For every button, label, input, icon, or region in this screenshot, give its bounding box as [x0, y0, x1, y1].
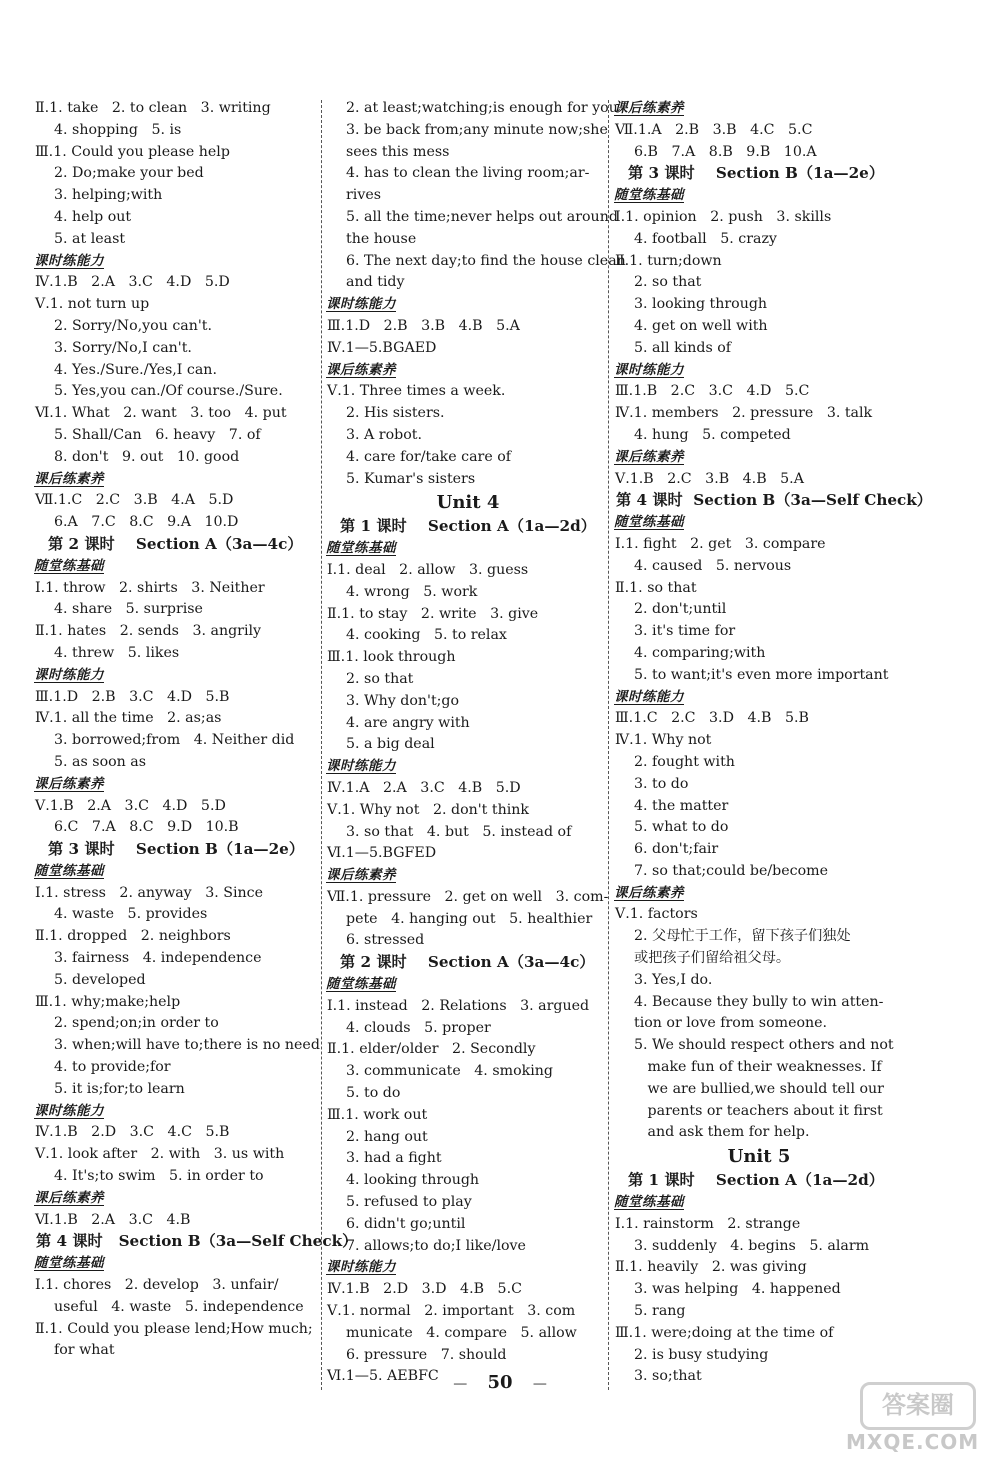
answer-line: Ⅱ.1. so that	[615, 579, 697, 596]
lesson-heading: 第 1 课时 Section A（1a—2d）	[340, 517, 596, 536]
section-heading-row	[326, 756, 610, 778]
answer-line: 6. pressure 7. should	[346, 1346, 507, 1363]
answer-column-1	[34, 98, 358, 1362]
watermark-logo	[840, 1384, 990, 1454]
answer-line: 2. is busy studying	[634, 1346, 769, 1363]
answer-line: 3. had a fight	[346, 1150, 442, 1167]
answer-line: 3. when;will have to;there is no need	[54, 1037, 320, 1054]
answer-line: 3. suddenly 4. begins 5. alarm	[634, 1237, 870, 1254]
section-heading: 随堂练基础	[326, 540, 396, 557]
answer-line: 3. Why don't;go	[346, 692, 460, 709]
section-heading-row	[326, 1257, 610, 1279]
answer-line: 4. shopping 5. is	[54, 121, 182, 138]
answer-line: rives	[346, 187, 382, 204]
answer-line: 5. rang	[634, 1303, 686, 1320]
section-heading-row	[614, 360, 904, 382]
lesson-heading: 第 1 课时 Section A（1a—2d）	[628, 1171, 884, 1190]
section-heading: 课后练素养	[326, 361, 396, 378]
answer-line: Ⅴ.1. Why not 2. don't think	[327, 801, 529, 818]
section-heading: 课后练素养	[34, 470, 104, 487]
section-heading: 课时练能力	[34, 1102, 104, 1119]
section-heading-row	[326, 865, 610, 887]
answer-line: 5. to want;it's even more important	[634, 666, 889, 683]
section-heading: 课时练能力	[614, 688, 684, 705]
answer-line: 4. clouds 5. proper	[346, 1019, 491, 1036]
section-heading-row	[326, 974, 610, 996]
answer-line: Ⅳ.1.A 2.A 3.C 4.B 5.D	[327, 779, 521, 796]
answer-line: 4. wrong 5. work	[346, 583, 478, 600]
answer-line: 3. be back from;any minute now;she	[346, 121, 608, 138]
answer-line: Ⅱ.1. hates 2. sends 3. angrily	[35, 623, 262, 640]
section-heading-row	[326, 294, 610, 316]
answer-line: 6.B 7.A 8.B 9.B 10.A	[634, 143, 817, 160]
section-heading: 课时练能力	[326, 296, 396, 313]
answer-line: 3. borrowed;from 4. Neither did	[54, 732, 295, 749]
answer-line: 3. A robot.	[346, 426, 422, 443]
answer-line: sees this mess	[346, 143, 450, 160]
answer-line: Ⅱ.1. heavily 2. was giving	[615, 1259, 807, 1276]
answer-line: Ⅴ.1. look after 2. with 3. us with	[35, 1146, 285, 1163]
answer-line: 6.A 7.C 8.C 9.A 10.D	[54, 514, 239, 531]
watermark-seal: 答案圈	[860, 1382, 976, 1430]
answer-line: 4. get on well with	[634, 317, 768, 334]
answer-line: 5. developed	[54, 971, 146, 988]
answer-line: 6. The next day;to find the house clean	[346, 252, 626, 269]
answer-line: 5. at least	[54, 230, 126, 247]
answer-line: Ⅳ.1. members 2. pressure 3. talk	[615, 405, 873, 422]
answer-line: 4. hung 5. competed	[634, 426, 791, 443]
section-heading: 课后练素养	[326, 867, 396, 884]
answer-line: 2. so that	[634, 274, 702, 291]
answer-line: the house	[346, 230, 417, 247]
section-heading-row	[34, 665, 316, 687]
answer-line: 5. it is;for;to learn	[54, 1080, 185, 1097]
section-heading-row	[34, 556, 316, 578]
section-heading: 课后练素养	[614, 100, 684, 116]
answer-line: Ⅰ.1. stress 2. anyway 3. Since	[35, 884, 263, 901]
answer-line: 3. Sorry/No,I can't.	[54, 339, 192, 356]
answer-line: 2. so that	[346, 670, 414, 687]
section-heading: 课时练能力	[326, 758, 396, 775]
answer-line: 2. Sorry/No,you can't.	[54, 317, 212, 334]
answer-line: 3. was helping 4. happened	[634, 1281, 841, 1298]
section-heading: 随堂练基础	[614, 187, 684, 204]
section-heading-row	[614, 512, 904, 534]
answer-line: 3. helping;with	[54, 187, 163, 204]
answer-line: 5. Yes,you can./Of course./Sure.	[54, 383, 283, 400]
answer-line: 或把孩子们留给祖父母。	[634, 950, 791, 967]
answer-line: 4. Because they bully to win atten-	[634, 993, 884, 1010]
answer-line: Ⅲ.1. look through	[327, 649, 456, 666]
answer-line: 4. looking through	[346, 1172, 480, 1189]
answer-line: Ⅵ.1.B 2.A 3.C 4.B	[35, 1211, 191, 1228]
answer-line: 4. waste 5. provides	[54, 906, 208, 923]
section-heading-row	[614, 1192, 904, 1214]
answer-line: Ⅴ.1. not turn up	[35, 296, 150, 313]
answer-line: 6. stressed	[346, 932, 425, 949]
answer-line: 5. all the time;never helps out around	[346, 208, 618, 225]
answer-line: Ⅴ.1.B 2.A 3.C 4.D 5.D	[35, 797, 226, 814]
lesson-heading: 第 2 课时 Section A（3a—4c）	[48, 534, 303, 553]
answer-line: Ⅵ.1—5. AEBFC	[327, 1368, 439, 1385]
answer-line: 4. caused 5. nervous	[634, 557, 792, 574]
answer-line: 7. allows;to do;I like/love	[346, 1237, 526, 1254]
watermark-url: MXQE.COM	[846, 1430, 980, 1454]
answer-line: Ⅵ.1. What 2. want 3. too 4. put	[35, 405, 287, 422]
answer-line: Ⅲ.1. why;make;help	[35, 993, 181, 1010]
section-heading-row	[326, 538, 610, 560]
answer-line: Ⅳ.1.B 2.D 3.D 4.B 5.C	[327, 1281, 522, 1298]
footer-dash-left: —	[453, 1376, 468, 1392]
lesson-heading: 第 2 课时 Section A（3a—4c）	[340, 953, 595, 972]
answer-line: Ⅱ.1. elder/older 2. Secondly	[327, 1041, 536, 1058]
answer-line: Ⅳ.1. all the time 2. as;as	[35, 710, 222, 727]
section-heading-row	[34, 1188, 316, 1210]
answer-line: Ⅱ.1. take 2. to clean 3. writing	[35, 100, 271, 116]
answer-line: Ⅱ.1. turn;down	[615, 252, 722, 269]
section-heading: 课时练能力	[614, 361, 684, 378]
answer-line: 5. all kinds of	[634, 339, 732, 356]
answer-line: Ⅲ.1.D 2.B 3.C 4.D 5.B	[35, 688, 230, 705]
answer-line: make fun of their weaknesses. If	[634, 1059, 882, 1076]
answer-line: 5. a big deal	[346, 736, 435, 753]
answer-line: Ⅶ.1.C 2.C 3.B 4.A 5.D	[35, 492, 234, 509]
section-heading-row	[614, 883, 904, 905]
answer-line: 4. the matter	[634, 797, 729, 814]
answer-line: 2. His sisters.	[346, 405, 445, 422]
answer-line: Ⅶ.1. pressure 2. get on well 3. com-	[327, 888, 609, 905]
section-heading-row	[614, 687, 904, 709]
answer-line: 2. don't;until	[634, 601, 727, 618]
answer-line: 4. share 5. surprise	[54, 601, 203, 618]
answer-line: 3. so that 4. but 5. instead of	[346, 823, 572, 840]
answer-line: 4. care for/take care of	[346, 448, 512, 465]
answer-line: Ⅰ.1. rainstorm 2. strange	[615, 1215, 801, 1232]
answer-column-2	[326, 98, 626, 1388]
answer-line: Ⅰ.1. fight 2. get 3. compare	[615, 535, 826, 552]
section-heading: 随堂练基础	[34, 862, 104, 879]
page-number: 50	[487, 1372, 513, 1393]
answer-line: 5. Shall/Can 6. heavy 7. of	[54, 426, 261, 443]
answer-line: 3. to do	[634, 775, 689, 792]
answer-line: 5. Kumar's sisters	[346, 470, 476, 487]
answer-line: 4. comparing;with	[634, 644, 766, 661]
answer-line: 6. don't;fair	[634, 841, 719, 858]
unit-heading: Unit 4	[436, 492, 500, 514]
answer-line: 5. as soon as	[54, 753, 147, 770]
section-heading: 课后练素养	[614, 448, 684, 465]
answer-line: 4. football 5. crazy	[634, 230, 777, 247]
column-divider	[321, 100, 322, 1390]
answer-line: 3. communicate 4. smoking	[346, 1063, 553, 1080]
answer-line: Ⅲ.1. were;doing at the time of	[615, 1324, 834, 1341]
answer-column-3	[614, 98, 932, 1388]
answer-line: pete 4. hanging out 5. healthier	[346, 910, 593, 927]
answer-line: 6.C 7.A 8.C 9.D 10.B	[54, 819, 239, 836]
answer-line: 2. Do;make your bed	[54, 165, 204, 182]
answer-line: Ⅰ.1. chores 2. develop 3. unfair/	[35, 1277, 279, 1294]
section-heading: 课时练能力	[326, 1259, 396, 1276]
answer-line: 6. didn't go;until	[346, 1215, 466, 1232]
answer-line: 4. cooking 5. to relax	[346, 627, 507, 644]
answer-line: 5. refused to play	[346, 1194, 472, 1211]
answer-line: Ⅳ.1—5.BGAED	[327, 339, 437, 356]
section-heading: 随堂练基础	[326, 976, 396, 993]
answer-line: 3. Yes,I do.	[634, 971, 713, 988]
answer-line: 5. what to do	[634, 819, 729, 836]
answer-line: parents or teachers about it first	[634, 1102, 883, 1119]
unit-heading: Unit 5	[727, 1146, 791, 1168]
answer-line: Ⅵ.1—5.BGFED	[327, 845, 437, 862]
answer-line: 2. hang out	[346, 1128, 428, 1145]
answer-line: 2. 父母忙于工作，留下孩子们独处	[634, 928, 851, 945]
answer-line: Ⅴ.1. normal 2. important 3. com	[327, 1303, 576, 1320]
answer-line: Ⅴ.1.B 2.C 3.B 4.B 5.A	[615, 470, 804, 487]
section-heading: 课后练素养	[614, 884, 684, 901]
section-heading-row	[34, 861, 316, 883]
section-heading-row	[34, 1253, 316, 1275]
answer-line: Ⅳ.1. Why not	[615, 732, 712, 749]
answer-line: useful 4. waste 5. independence	[54, 1298, 304, 1315]
section-heading-row	[614, 98, 904, 120]
answer-line: 7. so that;could be/become	[634, 862, 828, 879]
answer-line: Ⅲ.1.C 2.C 3.D 4.B 5.B	[615, 710, 809, 727]
answer-line: Ⅱ.1. to stay 2. write 3. give	[327, 605, 539, 622]
answer-line: 4. Yes./Sure./Yes,I can.	[54, 361, 217, 378]
answer-line: 8. don't 9. out 10. good	[54, 448, 240, 465]
answer-line: Ⅳ.1.B 2.A 3.C 4.D 5.D	[35, 274, 230, 291]
answer-line: 3. it's time for	[634, 623, 736, 640]
answer-line: Ⅲ.1. work out	[327, 1106, 428, 1123]
section-heading: 随堂练基础	[34, 1255, 104, 1272]
section-heading-row	[614, 447, 904, 469]
answer-line: 5. We should respect others and not	[634, 1037, 894, 1054]
section-heading-row	[34, 1101, 316, 1123]
answer-line: 4. help out	[54, 208, 132, 225]
answer-line: and tidy	[346, 274, 405, 291]
answer-line: Ⅶ.1.A 2.B 3.B 4.C 5.C	[615, 121, 813, 138]
section-heading-row	[34, 469, 316, 491]
section-heading-row	[34, 774, 316, 796]
answer-line: 3. looking through	[634, 296, 768, 313]
section-heading: 随堂练基础	[614, 514, 684, 531]
answer-line: Ⅰ.1. opinion 2. push 3. skills	[615, 208, 832, 225]
section-heading: 随堂练基础	[34, 557, 104, 574]
section-heading: 课时练能力	[34, 666, 104, 683]
lesson-heading: 第 4 课时 Section B（3a—Self Check）	[616, 491, 932, 510]
section-heading: 课后练素养	[34, 775, 104, 792]
section-heading: 课时练能力	[34, 252, 104, 269]
section-heading-row	[614, 185, 904, 207]
answer-line: 2. fought with	[634, 753, 735, 770]
answer-line: Ⅱ.1. dropped 2. neighbors	[35, 928, 231, 945]
answer-line: Ⅳ.1.B 2.D 3.C 4.C 5.B	[35, 1124, 230, 1141]
answer-line: 4. to provide;for	[54, 1059, 171, 1076]
answer-line: 2. spend;on;in order to	[54, 1015, 219, 1032]
answer-line: Ⅲ.1.D 2.B 3.B 4.B 5.A	[327, 317, 520, 334]
answer-line: 2. at least;watching;is enough for you	[346, 100, 618, 116]
section-heading-row	[326, 360, 610, 382]
footer-dash-right: —	[532, 1376, 547, 1392]
answer-line: 4. has to clean the living room;ar-	[346, 165, 590, 182]
answer-line: Ⅰ.1. instead 2. Relations 3. argued	[327, 997, 590, 1014]
section-heading: 课后练素养	[34, 1189, 104, 1206]
answer-line: Ⅴ.1. factors	[615, 906, 698, 923]
section-heading: 随堂练基础	[614, 1194, 684, 1211]
answer-line: Ⅲ.1. Could you please help	[35, 143, 230, 160]
answer-line: 4. threw 5. likes	[54, 644, 180, 661]
answer-line: Ⅲ.1.B 2.C 3.C 4.D 5.C	[615, 383, 810, 400]
lesson-heading: 第 3 课时 Section B（1a—2e）	[628, 164, 885, 183]
answer-line: 5. to do	[346, 1085, 401, 1102]
section-heading-row	[34, 251, 316, 273]
answer-line: Ⅱ.1. Could you please lend;How much;	[35, 1320, 313, 1337]
answer-line: tion or love from someone.	[634, 1015, 828, 1032]
answer-line: we are bullied,we should tell our	[634, 1080, 884, 1097]
answer-line: 3. fairness 4. independence	[54, 950, 262, 967]
answer-line: and ask them for help.	[634, 1124, 810, 1141]
lesson-heading: 第 3 课时 Section B（1a—2e）	[48, 840, 305, 859]
answer-line: Ⅰ.1. throw 2. shirts 3. Neither	[35, 579, 265, 596]
answer-line: for what	[54, 1342, 115, 1359]
answer-line: 3. so;that	[634, 1368, 702, 1385]
answer-line: municate 4. compare 5. allow	[346, 1324, 577, 1341]
answer-line: Ⅰ.1. deal 2. allow 3. guess	[327, 561, 529, 578]
lesson-heading: 第 4 课时 Section B（3a—Self Check）	[36, 1232, 358, 1251]
answer-line: 4. It's;to swim 5. in order to	[54, 1168, 264, 1185]
answer-line: 4. are angry with	[346, 714, 470, 731]
answer-line: Ⅴ.1. Three times a week.	[327, 383, 506, 400]
